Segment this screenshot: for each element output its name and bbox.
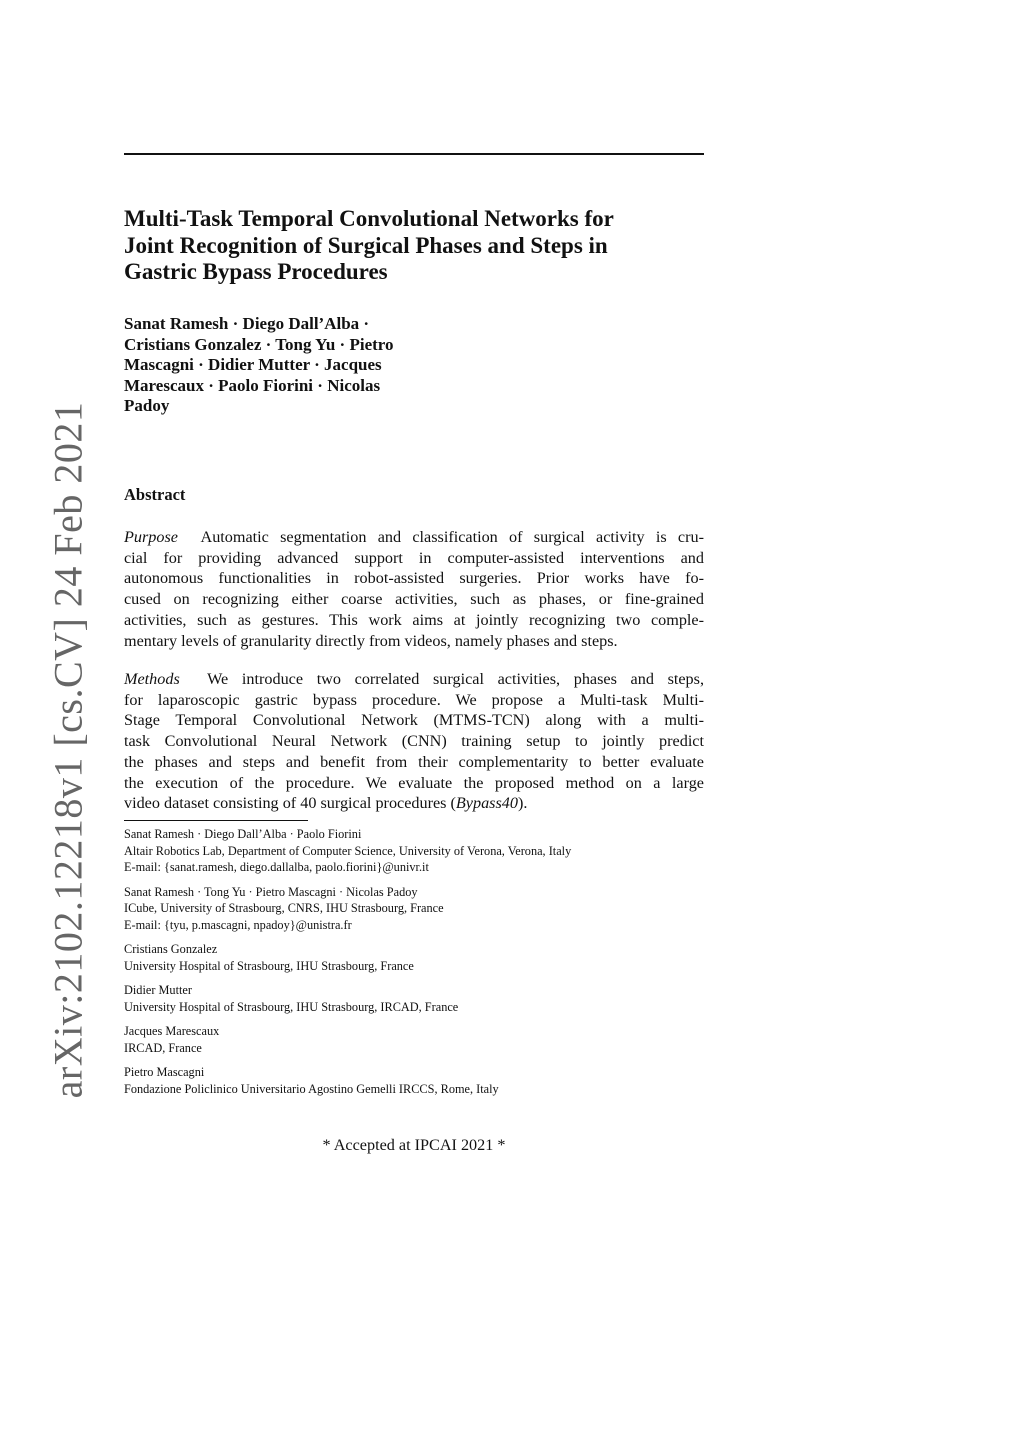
affiliation-block [124, 1023, 724, 1056]
author-line: Marescaux · Paolo Fiorini · Nicolas [124, 375, 381, 395]
affiliation-org: IRCAD, France [124, 1040, 202, 1055]
paragraph-line: the phases and steps and benefit from their complementarity to better evaluate [124, 752, 704, 771]
affiliation-names: Sanat Ramesh · Tong Yu · Pietro Mascagni · Nicolas Padoy [124, 884, 418, 899]
author-line: Padoy [124, 396, 170, 416]
author-list [124, 314, 524, 417]
affiliation-block [124, 826, 724, 876]
methods-label: Methods [124, 670, 180, 688]
title-line: Joint Recognition of Surgical Phases and Steps in [124, 232, 608, 258]
affiliation-names: Cristians Gonzalez [124, 942, 218, 956]
affiliation-block [124, 1064, 724, 1097]
purpose-first-line: Automatic segmentation and classification of surgical activity is cru- [200, 528, 704, 546]
purpose-label: Purpose [124, 528, 178, 546]
methods-first-line: We introduce two correlated surgical activities, phases and steps, [207, 670, 705, 688]
dataset-name: Bypass40 [455, 794, 518, 813]
affiliation-email: E-mail: {sanat.ramesh, diego.dallalba, paolo.fiorini}@univr.it [124, 860, 429, 874]
affiliation-block [124, 982, 724, 1015]
paragraph-line: for laparoscopic gastric bypass procedure. We propose a Multi-task Multi- [124, 690, 704, 709]
footnote-rule [124, 820, 308, 821]
paragraph-line [124, 669, 704, 690]
affiliations [124, 826, 724, 1105]
author-line: Sanat Ramesh · Diego Dall’Alba · [124, 314, 370, 333]
abstract-heading: Abstract [124, 485, 186, 504]
paragraph-line: cused on recognizing either coarse activities, such as phases, or fine-grained [124, 590, 704, 609]
affiliation-names: Pietro Mascagni [124, 1065, 205, 1079]
abstract-methods-paragraph [124, 669, 704, 814]
affiliation-org: ICube, University of Strasbourg, CNRS, IHU Strasbourg, France [124, 901, 444, 915]
affiliation-block [124, 884, 724, 934]
paragraph-line: cial for providing advanced support in computer-assisted interventions and [124, 548, 704, 567]
title-line: Gastric Bypass Procedures [124, 259, 388, 284]
paragraph-line [124, 527, 704, 548]
affiliation-org: University Hospital of Strasbourg, IHU Strasbourg, IRCAD, France [124, 999, 459, 1014]
affiliation-email: E-mail: {tyu, p.mascagni, npadoy}@unistra.fr [124, 917, 352, 932]
affiliation-org: Altair Robotics Lab, Department of Computer Science, University of Verona, Verona, Italy [124, 843, 572, 858]
paragraph-line: mentary levels of granularity directly from videos, namely phases and steps. [124, 631, 618, 650]
paragraph-line: the execution of the procedure. We evaluate the proposed method on a large [124, 773, 704, 792]
top-rule [124, 153, 704, 155]
affiliation-org: Fondazione Policlinico Universitario Agostino Gemelli IRCCS, Rome, Italy [124, 1081, 499, 1096]
methods-last-line-prefix: video dataset consisting of 40 surgical procedures ( [124, 794, 456, 813]
paper-title [124, 206, 724, 286]
title-line: Multi-Task Temporal Convolutional Networks for [124, 206, 614, 231]
abstract-purpose-paragraph [124, 527, 704, 651]
affiliation-names: Jacques Marescaux [124, 1024, 220, 1038]
paragraph-line: autonomous functionalities in robot-assisted surgeries. Prior works have fo- [124, 569, 704, 588]
paragraph-line: Stage Temporal Convolutional Network (MTMS-TCN) along with a multi- [124, 711, 704, 730]
methods-last-line-suffix: ). [517, 794, 528, 813]
paragraph-line: task Convolutional Neural Network (CNN) training setup to jointly predict [124, 732, 704, 751]
accepted-note: * Accepted at IPCAI 2021 * [322, 1136, 506, 1154]
affiliation-names: Sanat Ramesh · Diego Dall’Alba · Paolo Fiorini [124, 827, 362, 841]
affiliation-block [124, 941, 724, 974]
paragraph-line: activities, such as gestures. This work aims at jointly recognizing two comple- [124, 610, 704, 629]
author-line: Cristians Gonzalez · Tong Yu · Pietro [124, 334, 394, 354]
paragraph-line [124, 793, 704, 814]
author-line: Mascagni · Didier Mutter · Jacques [124, 355, 382, 375]
affiliation-names: Didier Mutter [124, 983, 192, 997]
affiliation-org: University Hospital of Strasbourg, IHU Strasbourg, France [124, 958, 414, 973]
arxiv-identifier-text: arXiv:2102.12218v1 [cs.CV] 24 Feb 2021 [45, 401, 91, 1099]
